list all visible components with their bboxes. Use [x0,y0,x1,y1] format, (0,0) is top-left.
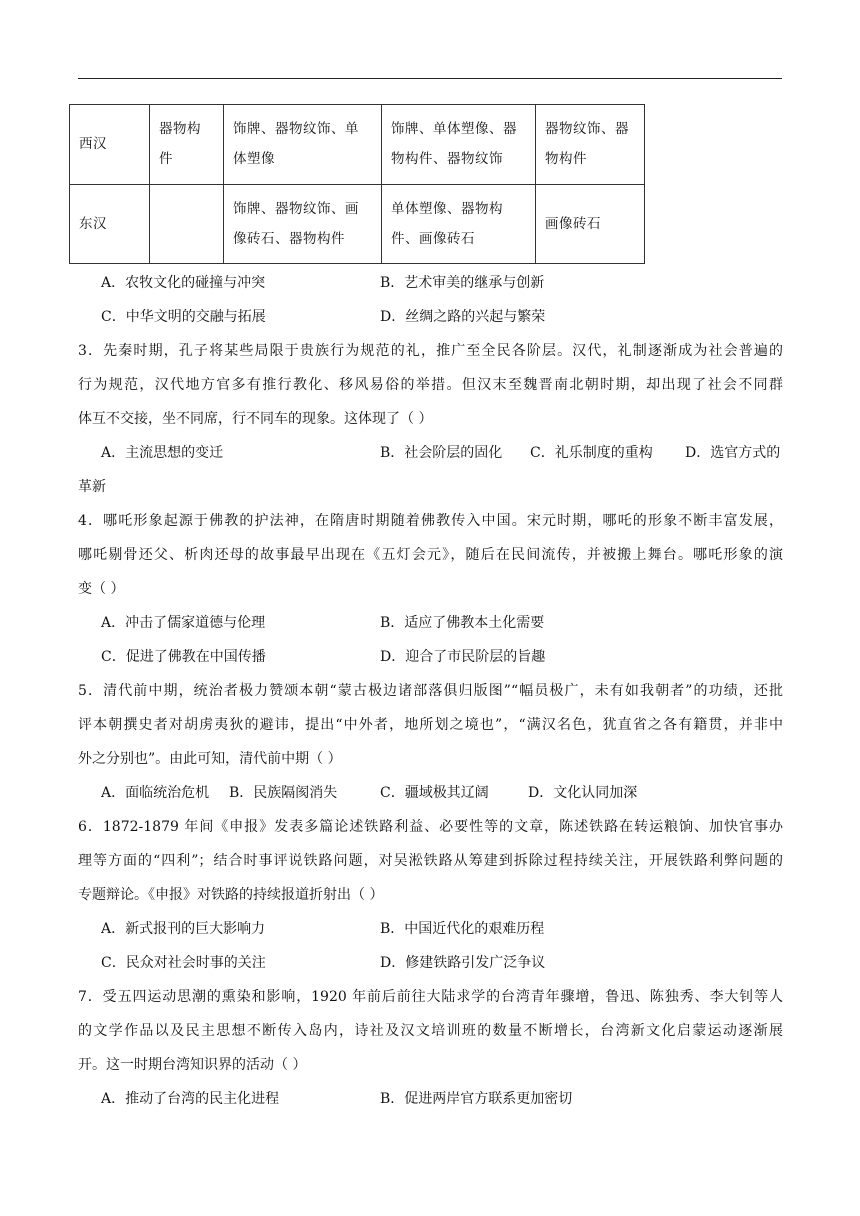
q5-option-a[interactable]: A．面临统治危机 [101,785,210,801]
q7-stem-line: 的文学作品以及民主思想不断传入岛内，诗社及汉文培训班的数量不断增长，台湾新文化启蒙运动逐渐展 [78,1023,783,1039]
q4-stem-line: 哪吒剔骨还父、析肉还母的故事最早出现在《五灯会元》，随后在民间流传，并被搬上舞台。哪吒形象的演 [78,547,783,563]
q3-stem-line: 行为规范，汉代地方官多有推行教化、移风易俗的举措。但汉末至魏晋南北朝时期，却出现了社会不同群 [78,377,783,393]
q5-stem-line: 5．清代前中期，统治者极力赞颂本朝“蒙古极边诸部落俱归版图”“幅员极广，未有如我朝者”的功绩，还批 [78,683,783,699]
q3-option-a[interactable]: A．主流思想的变迁 [101,445,224,461]
table-cell: 饰牌、器物纹饰、画像砖石、器物构件 [224,184,382,264]
q7-stem-line: 7．受五四运动思潮的熏染和影响，1920 年前后前往大陆求学的台湾青年骤增，鲁迅、陈独秀、李大钊等人 [78,989,783,1005]
q4-option-a[interactable]: A．冲击了儒家道德与伦理 [101,615,266,631]
table-row [70,105,645,185]
q6-stem-line: 专题辩论。《申报》对铁路的持续报道折射出（ ） [78,887,384,903]
q4-option-c[interactable]: C．促进了佛教在中国传播 [101,649,266,665]
table-cell: 饰牌、单体塑像、器物构件、器物纹饰 [382,105,536,185]
q2-option-b[interactable]: B．艺术审美的继承与创新 [380,275,545,291]
q4-stem-line: 变（ ） [78,581,125,597]
table-cell: 饰牌、器物纹饰、单体塑像 [224,105,382,185]
q6-stem-line: 6．1872-1879 年间《申报》发表多篇论述铁路利益、必要性等的文章，陈述铁路在转运粮饷、加快官事办 [78,819,783,835]
table-cell: 器物构件 [150,105,224,185]
q3-option-b[interactable]: B．社会阶层的固化 [380,445,503,461]
q5-stem-line: 外之分别也”。由此可知，清代前中期（ ） [78,751,342,767]
q5-option-c[interactable]: C．疆域极其辽阔 [380,785,489,801]
q7-stem-line: 开。这一时期台湾知识界的活动（ ） [78,1057,307,1073]
q3-option-c[interactable]: C．礼乐制度的重构 [530,445,653,461]
q7-option-a[interactable]: A．推动了台湾的民主化进程 [101,1091,280,1107]
q2-option-d[interactable]: D．丝绸之路的兴起与繁荣 [380,309,546,325]
table-cell [150,184,224,264]
q3-option-d[interactable]: D．选官方式的 [685,445,781,461]
q7-option-b[interactable]: B．促进两岸官方联系更加密切 [380,1091,573,1107]
table-cell: 器物纹饰、器物构件 [536,105,645,185]
table-cell: 东汉 [70,184,150,264]
q2-option-a[interactable]: A．农牧文化的碰撞与冲突 [101,275,266,291]
artifact-table [69,104,645,264]
q3-stem-line: 3．先秦时期，孔子将某些局限于贵族行为规范的礼，推广至全民各阶层。汉代，礼制逐渐成为社会普遍的 [78,343,783,359]
q3-stem-line: 体互不交接，坐不同席，行不同车的现象。这体现了（ ） [78,411,433,427]
q5-option-b[interactable]: B．民族隔阂消失 [229,785,338,801]
q6-stem-line: 理等方面的“四利”；结合时事评说铁路问题，对吴淞铁路从筹建到拆除过程持续关注，开展铁路利弊问题的 [78,853,783,869]
q6-option-c[interactable]: C．民众对社会时事的关注 [101,955,266,971]
q3-option-d-wrap: 革新 [78,479,106,495]
q4-stem-line: 4．哪吒形象起源于佛教的护法神，在隋唐时期随着佛教传入中国。宋元时期，哪吒的形象不断丰富发展， [78,513,783,529]
q4-option-b[interactable]: B．适应了佛教本土化需要 [380,615,545,631]
header-rule [78,78,782,79]
q4-option-d[interactable]: D．迎合了市民阶层的旨趣 [380,649,546,665]
q2-option-c[interactable]: C．中华文明的交融与拓展 [101,309,266,325]
q5-option-d[interactable]: D．文化认同加深 [528,785,638,801]
q6-option-d[interactable]: D．修建铁路引发广泛争议 [380,955,546,971]
q6-option-b[interactable]: B．中国近代化的艰难历程 [380,921,545,937]
table-cell: 画像砖石 [536,184,645,264]
table-cell: 西汉 [70,105,150,185]
table-cell: 单体塑像、器物构件、画像砖石 [382,184,536,264]
table-row [70,184,645,264]
q6-option-a[interactable]: A．新式报刊的巨大影响力 [101,921,266,937]
q5-stem-line: 评本朝撰史者对胡虏夷狄的避讳，提出“中外者，地所划之境也”，“满汉名色，犹直省之各有籍贯，并非中 [78,717,783,733]
